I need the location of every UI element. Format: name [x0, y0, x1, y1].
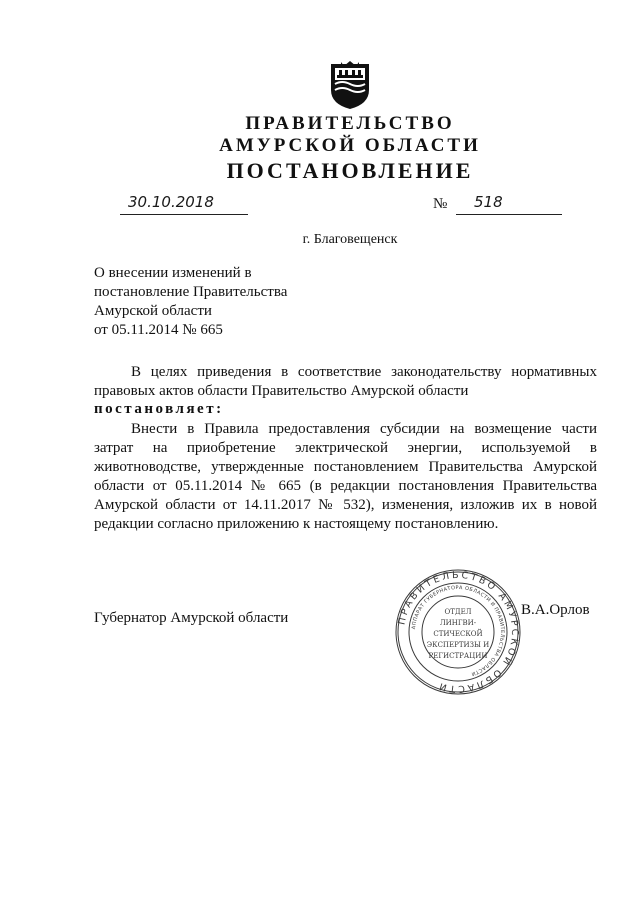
number-underline [456, 196, 562, 215]
resolves-word: постановляет: [94, 401, 224, 417]
official-stamp-icon [394, 568, 522, 696]
stamp-center-line: ЭКСПЕРТИЗЫ И [426, 641, 490, 649]
preamble-line: В целях приведения в соответствие законодательству нормативных [131, 364, 597, 380]
subject-line: О внесении изменений в [94, 265, 252, 281]
subject-line: от 05.11.2014 № 665 [94, 322, 223, 338]
stamp-outer-ring-text: ПРАВИТЕЛЬСТВО АМУРСКОЙ ОБЛАСТИ [396, 569, 521, 695]
government-name-line1: ПРАВИТЕЛЬСТВО [245, 113, 455, 134]
document-type-title: ПОСТАНОВЛЕНИЕ [226, 158, 474, 183]
signatory-title: Губернатор Амурской области [94, 610, 289, 626]
subject-line: Амурской области [94, 303, 212, 319]
stamp-center-line: РЕГИСТРАЦИИ [428, 652, 488, 660]
resolution-line: Амурской области от 14.11.2017 № 532), изменения, изложив их в новой [94, 497, 597, 513]
stamp-inner-ring-text: АППАРАТ ГУБЕРНАТОРА ОБЛАСТИ И ПРАВИТЕЛЬСТВА ОБЛАСТИ [411, 584, 506, 677]
resolution-line: Внести в Правила предоставления субсидии на возмещение части [131, 421, 597, 437]
resolution-line: животноводстве, утвержденные постановлением Правительства Амурской [94, 459, 597, 475]
stamp-center-line: ЛИНГВИ- [439, 619, 477, 627]
number-sign: № [433, 196, 448, 212]
city-name: г. Благовещенск [302, 232, 398, 247]
document-number: 518 [474, 193, 503, 211]
resolution-line: области от 05.11.2014 № 665 (в редакции постановления Правительства [94, 478, 597, 494]
subject-line: постановление Правительства [94, 284, 288, 300]
resolution-line: затрат на приобретение электрической энергии, используемой в [94, 440, 597, 456]
stamp-center-line: СТИЧЕСКОЙ [433, 630, 483, 638]
signatory-name: В.А.Орлов [521, 602, 590, 618]
document-date: 30.10.2018 [128, 193, 214, 211]
government-name-line2: АМУРСКОЙ ОБЛАСТИ [219, 135, 481, 156]
resolution-line: редакции согласно приложению к настоящему постановлению. [94, 516, 499, 532]
preamble-line: правовых актов области Правительство Амурской области [94, 383, 469, 399]
coat-of-arms-icon [327, 60, 373, 110]
stamp-center-line: ОТДЕЛ [444, 608, 472, 616]
